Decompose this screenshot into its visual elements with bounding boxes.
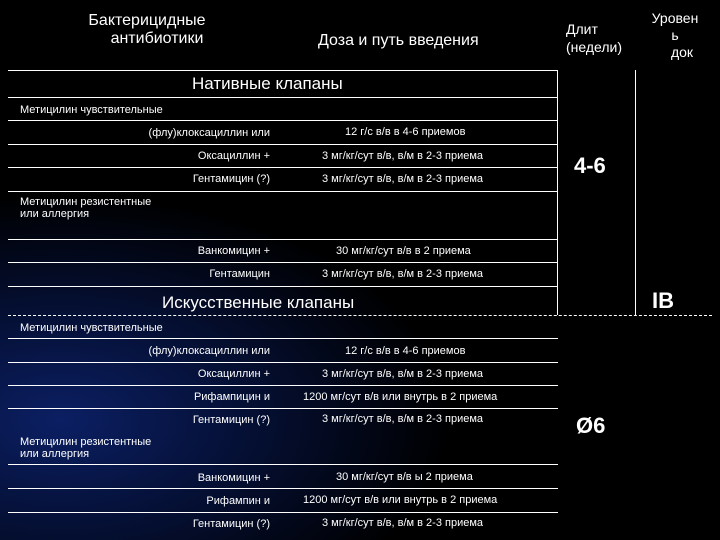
divider-native-group2	[8, 239, 558, 240]
prosthetic-duration: Ø6	[576, 413, 606, 438]
header-evidence-line2: ь	[671, 27, 679, 43]
divider-native-row4	[8, 262, 558, 263]
native-group-resistant-line2: или аллергия	[20, 208, 90, 220]
native-dose-4: 30 мг/кг/сут в/в в 2 приема	[336, 245, 471, 257]
divider-prosthetic-dashed	[8, 315, 712, 316]
prosthetic-dose-7: 3 мг/кг/сут в/в, в/м в 2-3 приема	[322, 517, 484, 529]
native-drug-3: Гентамицин (?)	[192, 173, 270, 185]
header-duration-line2: (недели)	[566, 39, 623, 55]
evidence-level-value: IB	[652, 288, 674, 313]
section-title-native: Нативные клапаны	[192, 74, 343, 93]
prosthetic-dose-3: 1200 мг/сут в/в или внутрь в 2 приема	[303, 391, 498, 403]
prosthetic-drug-2: Оксациллин +	[197, 368, 270, 380]
prosthetic-group-resistant-line2: или аллергия	[20, 448, 90, 460]
prosthetic-dose-5: 30 мг/кг/сут в/в ы 2 приема	[336, 471, 473, 483]
divider-native-row3	[8, 191, 558, 192]
prosthetic-drug-4: Гентамицин (?)	[192, 414, 270, 426]
divider-native-group1	[8, 120, 558, 121]
prosthetic-dose-2: 3 мг/кг/сут в/в, в/м в 2-3 приема	[322, 368, 484, 380]
divider-prosthetic-row5	[8, 512, 558, 513]
prosthetic-group-resistant	[20, 436, 151, 460]
native-drug-2: Оксациллин +	[197, 150, 270, 162]
header-evidence-line3: док	[670, 44, 694, 60]
prosthetic-dose-1: 12 г/с в/в в 4-6 приемов	[345, 345, 466, 357]
header-dose-route: Доза и путь введения	[318, 32, 479, 49]
native-dose-2: 3 мг/кг/сут в/в, в/м в 2-3 приема	[322, 150, 484, 162]
prosthetic-group-resistant-line1: Метицилин резистентные	[20, 436, 152, 448]
header-duration	[566, 20, 622, 56]
header-evidence-level	[640, 10, 710, 61]
header-evidence-line1: Уровен	[651, 10, 699, 26]
prosthetic-dose-4: 3 мг/кг/сут в/в, в/м в 2-3 приема	[322, 413, 484, 425]
divider-native-row5	[8, 286, 558, 287]
prosthetic-dose-6: 1200 мг/сут в/в или внутрь в 2 приема	[303, 494, 498, 506]
divider-prosthetic-row1	[8, 362, 558, 363]
native-group-resistant-line1: Метицилин резистентные	[20, 196, 152, 208]
prosthetic-drug-1: (флу)клоксациллин или	[148, 345, 270, 357]
native-duration: 4-6	[574, 153, 606, 178]
native-group-sensitive: Метицилин чувствительные	[20, 104, 163, 116]
header-antibiotics	[72, 12, 222, 48]
prosthetic-drug-5: Ванкомицин +	[197, 472, 270, 484]
divider-prosthetic-row3	[8, 408, 558, 409]
prosthetic-group-sensitive: Метицилин чувствительные	[20, 322, 163, 334]
header-duration-line1: Длит	[566, 21, 598, 37]
prosthetic-drug-7: Гентамицин (?)	[192, 518, 270, 530]
header-antibiotics-line2: антибиотики	[110, 30, 204, 47]
divider-header	[8, 70, 558, 71]
native-dose-1: 12 г/с в/в в 4-6 приемов	[345, 126, 466, 138]
native-dose-3: 3 мг/кг/сут в/в, в/м в 2-3 приема	[322, 173, 484, 185]
prosthetic-drug-6: Рифампин и	[206, 495, 270, 507]
divider-vertical-evidence	[635, 70, 636, 315]
native-dose-5: 3 мг/кг/сут в/в, в/м в 2-3 приема	[322, 268, 484, 280]
prosthetic-drug-3: Рифампицин и	[193, 391, 270, 403]
divider-native-row1	[8, 144, 558, 145]
native-drug-4: Ванкомицин +	[197, 245, 270, 257]
divider-native-title	[8, 97, 558, 98]
divider-native-row2	[8, 167, 558, 168]
header-antibiotics-line1: Бактерицидные	[88, 12, 206, 29]
divider-vertical-duration-native	[557, 70, 558, 315]
divider-prosthetic-row4	[8, 488, 558, 489]
divider-prosthetic-row2	[8, 385, 558, 386]
section-title-prosthetic: Искусственные клапаны	[162, 293, 355, 312]
native-group-resistant	[20, 196, 151, 220]
native-drug-5: Гентамицин	[209, 268, 270, 280]
divider-prosthetic-group2	[8, 464, 558, 465]
divider-prosthetic-group1	[8, 338, 558, 339]
native-drug-1: (флу)клоксациллин или	[148, 127, 270, 139]
